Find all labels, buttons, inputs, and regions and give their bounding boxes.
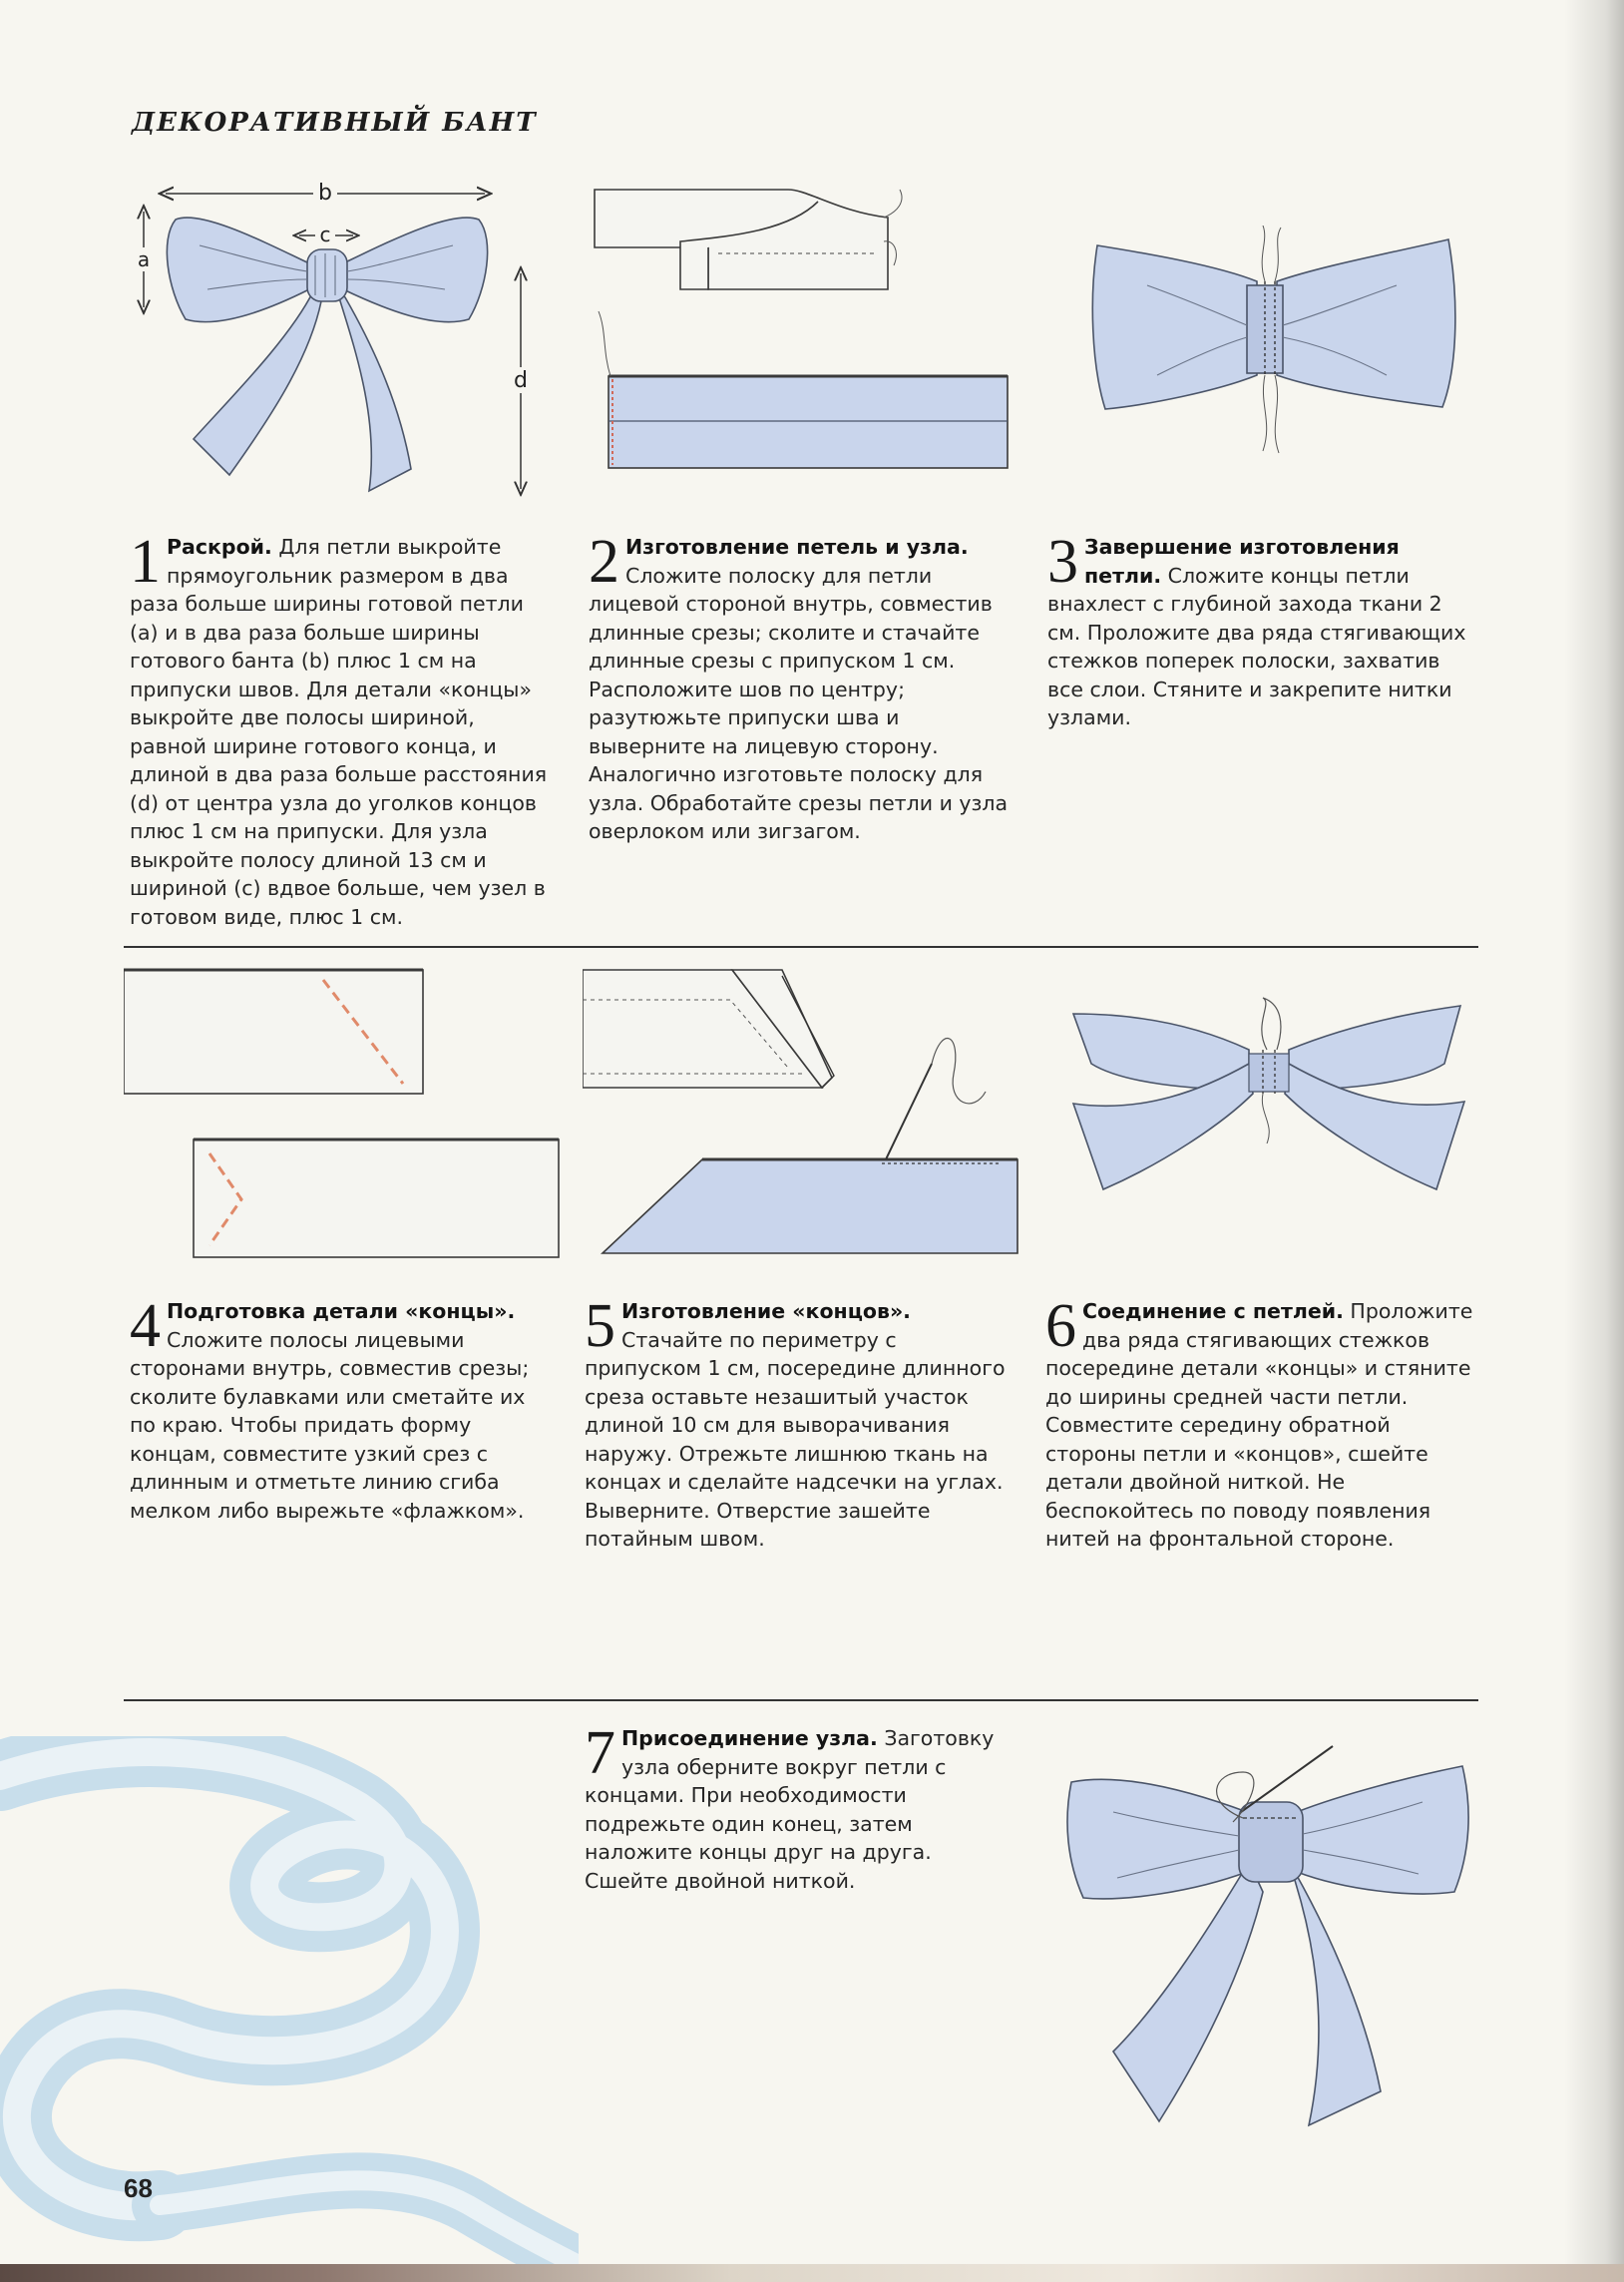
step-heading: Раскрой. [167,535,272,559]
step-heading: Соединение с петлей. [1082,1299,1344,1323]
ends-marking-illustration [124,964,563,1263]
step-heading: Изготовление петель и узла. [625,535,969,559]
step-text: Проложите два ряда стягивающих стежков посередине детали «концы» и стяните до ширины средней части петли. Совместите середину обратной стороны петли и «концов», сшейте детали двойной ниткой. Не беспокойтесь по поводу появления нитей на фронтальной стороне. [1045,1299,1473,1551]
step-heading: Завершение изготовления петли. [1084,535,1400,588]
step-text: Для петли выкройте прямоугольник размером в два раза больше ширины готовой петли (a) и в два раза больше ширины готового банта (b) плюс 1 см на припуски швов. Для детали «концы» выкройте две полосы шириной, равной ширине готового конца, и длиной в два раза больше расстояния (d) от центра узла до уголков концов плюс 1 см на припуски. Для узла выкройте полосу длиной 13 см и шириной (c) вдвое больше, чем узел в готовом виде, плюс 1 см. [130,535,548,929]
step-number: 7 [585,1719,615,1787]
step-heading: Подготовка детали «концы». [167,1299,516,1323]
step-number: 5 [585,1292,615,1360]
step-number: 1 [130,528,161,596]
gathered-loop-illustration [1087,226,1466,455]
step-number: 3 [1047,528,1078,596]
step-3 [1047,528,1476,732]
step-text: Сложите полосы лицевыми сторонами внутрь, совместив срезы; сколите булавками или сметайте их по краю. Чтобы придать форму концам, совместите узкий срез с длинным и отметьте линию сгиба мелком либо вырежьте «флажком». [130,1327,530,1523]
step-heading: Присоединение узла. [621,1726,878,1750]
page-number: 68 [124,2173,153,2203]
strips-sewing-illustration [589,182,1017,481]
bow-joining-illustration [1063,994,1474,1203]
step-7 [585,1719,1014,1895]
step-5 [585,1292,1014,1554]
step-heading: Изготовление «концов». [621,1299,911,1323]
step-text: Сложите полоску для петли лицевой стороной внутрь, совместив длинные срезы; сколите и стачайте длинные срезы с припуском 1 см. Расположите шов по центру; разутюжьте припуски шва и выверните на лицевую сторону. Аналогично изготовьте полоску для узла. Обработайте срезы петли и узла оверлоком или зигзагом. [589,563,1009,843]
step-1 [130,528,554,931]
step-2 [589,528,1013,846]
scan-bottom-strip [0,2264,1624,2282]
section-divider [124,1699,1478,1701]
step-number: 6 [1045,1292,1076,1360]
bow-dimensions-illustration [130,180,539,509]
step-6 [1045,1292,1476,1554]
step-number: 2 [589,528,619,596]
dimension-label-a: a [137,247,151,271]
dimension-label-d: d [514,368,528,393]
step-text: Стачайте по периметру с припуском 1 см, посередине длинного среза оставьте незашитый участок длиной 10 см для выворачивания наружу. Отрежьте лишнюю ткань на концах и сделайте надсечки на углах. Выверните. Отверстие зашейте потайным швом. [585,1327,1006,1551]
dimension-label-c: c [319,223,331,246]
dimension-label-b: b [318,181,332,206]
step-text: Сложите концы петли внахлест с глубиной захода ткани 2 см. Проложите два ряда стягивающих стежков поперек полоски, захватив все слои. Стяните и закрепите нитки узлами. [1047,563,1466,729]
page-edge-shadow [1564,0,1624,2282]
step-4 [130,1292,551,1525]
step-number: 4 [130,1292,161,1360]
step-text: Заготовку узла оберните вокруг петли с концами. При необходимости подрежьте один конец, затем наложите концы друг на друга. Сшейте двойной ниткой. [585,1726,995,1893]
watercolor-ribbon-decoration [0,1736,579,2265]
knot-attachment-illustration [1063,1732,1474,2141]
page-title: ДЕКОРАТИВНЫЙ БАНТ [132,108,538,138]
section-divider [124,946,1478,948]
ends-stitching-illustration [583,964,1021,1263]
